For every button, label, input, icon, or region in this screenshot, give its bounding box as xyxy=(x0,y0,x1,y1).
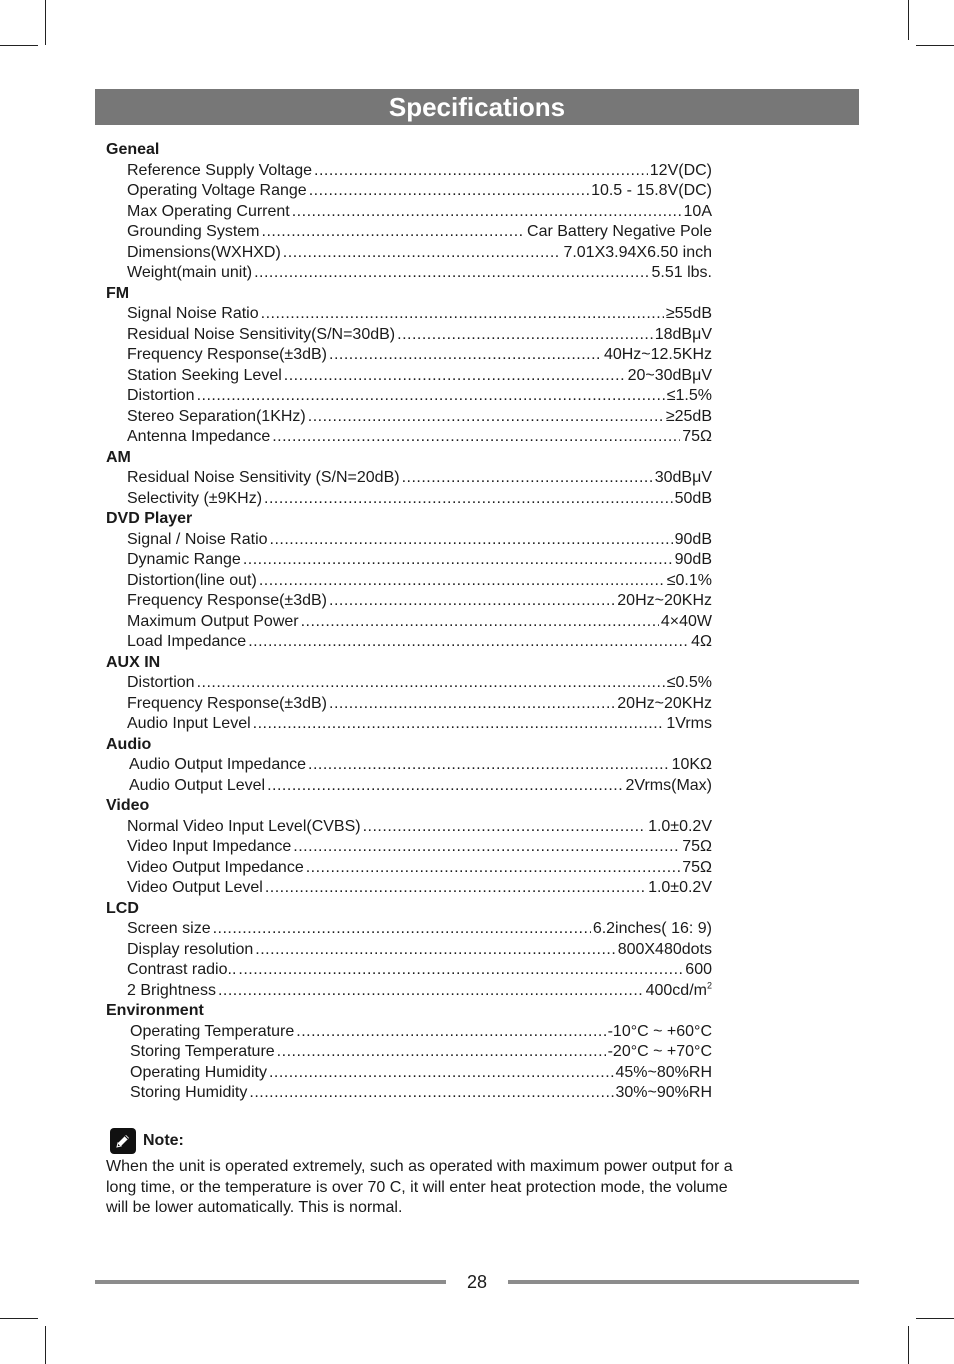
spec-row xyxy=(127,345,712,366)
spec-value-text: 30%~90%RH xyxy=(615,1084,712,1101)
dot-leader xyxy=(272,427,680,448)
spec-value xyxy=(616,1063,713,1084)
spec-value xyxy=(593,919,712,940)
dot-leader xyxy=(301,612,659,633)
dot-leader xyxy=(262,222,526,243)
spec-value-text: 10KΩ xyxy=(671,756,712,773)
dot-leader xyxy=(309,181,589,202)
spec-value xyxy=(655,468,712,489)
dot-leader xyxy=(402,468,653,489)
crop-mark-top-right-h xyxy=(916,45,954,46)
spec-value xyxy=(682,427,712,448)
spec-value-text: 10A xyxy=(683,202,712,220)
dot-leader xyxy=(269,1063,614,1084)
section-title: DVD Player xyxy=(106,510,193,527)
spec-row xyxy=(127,222,712,243)
note-header xyxy=(110,1128,184,1154)
dot-leader xyxy=(261,304,664,325)
spec-label: Storing Temperature xyxy=(130,1043,275,1060)
footer-rule-right xyxy=(508,1280,859,1284)
spec-label: Frequency Response(±3dB) xyxy=(127,592,327,609)
spec-value xyxy=(563,243,712,264)
dot-leader xyxy=(243,550,673,571)
footer-rule-left xyxy=(95,1280,446,1284)
spec-value xyxy=(684,202,712,223)
spec-row xyxy=(127,181,712,202)
spec-value xyxy=(682,858,712,879)
spec-row xyxy=(127,919,712,940)
dot-leader xyxy=(397,325,653,346)
spec-row xyxy=(130,1022,712,1043)
spec-row xyxy=(127,366,712,387)
spec-row xyxy=(127,468,712,489)
spec-label: Operating Humidity xyxy=(130,1063,267,1081)
spec-label: Audio Output Impedance xyxy=(129,756,307,773)
spec-label: Video Output Impedance xyxy=(127,858,304,876)
dot-leader xyxy=(277,1042,606,1063)
page-title: Specifications xyxy=(95,89,859,125)
spec-row xyxy=(127,530,712,551)
dot-leader xyxy=(213,919,591,940)
section-title: AM xyxy=(106,448,131,466)
spec-label: Residual Noise Sensitivity(S/N=30dB) xyxy=(127,325,396,343)
spec-row xyxy=(127,817,712,838)
spec-label: Storing Humidity xyxy=(130,1084,248,1101)
spec-row xyxy=(127,632,712,653)
crop-mark-bottom-left-h xyxy=(0,1318,38,1319)
spec-row xyxy=(127,550,712,571)
spec-value xyxy=(646,981,712,1002)
dot-leader xyxy=(265,878,646,899)
spec-row xyxy=(127,714,712,735)
spec-value xyxy=(672,755,712,776)
specifications-list xyxy=(106,140,712,1104)
spec-row xyxy=(127,243,712,264)
spec-label: Signal Noise Ratio xyxy=(127,305,259,322)
dot-leader xyxy=(329,591,615,612)
spec-value-text: 12V(DC) xyxy=(649,161,712,179)
spec-value xyxy=(655,325,712,346)
crop-mark-bottom-right-h xyxy=(916,1318,954,1319)
spec-value-text: -20°C ~ +70°C xyxy=(607,1043,712,1060)
spec-label: Load Impedance xyxy=(127,633,247,650)
crop-mark-top-left-h xyxy=(0,45,38,46)
spec-value-text: 90dB xyxy=(674,530,712,548)
spec-value xyxy=(667,386,712,407)
spec-row xyxy=(127,386,712,407)
spec-row xyxy=(127,981,712,1002)
spec-value xyxy=(666,304,712,325)
section-title: AUX IN xyxy=(106,653,161,671)
spec-row xyxy=(127,878,712,899)
spec-label: Audio Input Level xyxy=(127,715,251,732)
spec-value xyxy=(666,407,712,428)
section-title: LCD xyxy=(106,899,139,917)
spec-row xyxy=(127,161,712,182)
spec-value xyxy=(625,776,712,797)
spec-value-text: 400cd/m xyxy=(645,981,707,999)
spec-value xyxy=(648,878,712,899)
dot-leader xyxy=(255,940,615,961)
crop-mark-bottom-right-v xyxy=(908,1326,909,1364)
spec-value-text: ≤0.1% xyxy=(666,571,712,589)
spec-label: Dynamic Range xyxy=(127,551,241,568)
note-line: will be lower automatically. This is normal. xyxy=(106,1199,403,1216)
spec-value xyxy=(618,940,712,961)
section-title: Audio xyxy=(106,735,152,753)
spec-value-text: 75Ω xyxy=(682,428,712,445)
dot-leader xyxy=(308,407,664,428)
spec-value-text: 600 xyxy=(685,961,712,978)
dot-leader xyxy=(197,386,665,407)
spec-value xyxy=(675,489,712,510)
spec-row xyxy=(127,263,712,284)
spec-value xyxy=(667,571,712,592)
spec-value xyxy=(527,222,712,243)
dot-leader xyxy=(267,776,623,797)
spec-value xyxy=(675,530,712,551)
spec-row xyxy=(127,960,712,981)
spec-label: 2 Brightness xyxy=(127,981,216,999)
spec-label: Dimensions(WXHXD) xyxy=(127,243,281,261)
spec-value-text: ≥25dB xyxy=(665,407,712,425)
spec-value-text: 75Ω xyxy=(682,858,712,876)
spec-value-text: 30dBμV xyxy=(654,469,712,486)
spec-label: Grounding System xyxy=(127,223,260,240)
dot-leader xyxy=(283,243,562,264)
spec-value-text: 1.0±0.2V xyxy=(648,817,712,835)
spec-row xyxy=(127,489,712,510)
spec-value-text: 18dBμV xyxy=(654,325,712,343)
spec-value xyxy=(691,632,712,653)
section-title: Video xyxy=(106,797,150,814)
spec-label: Video Output Level xyxy=(127,879,263,896)
spec-value-text: ≤0.5% xyxy=(666,674,712,691)
spec-label: Selectivity (±9KHz) xyxy=(127,489,263,507)
spec-label: Operating Voltage Range xyxy=(127,182,307,199)
spec-value-text: 75Ω xyxy=(682,838,712,855)
spec-value-text: ≥55dB xyxy=(665,305,712,322)
note-line: long time, or the temperature is over 70 C, it will enter heat protection mode, the volume xyxy=(106,1178,728,1196)
spec-label: Display resolution xyxy=(127,940,254,958)
spec-value xyxy=(604,345,712,366)
spec-label: Antenna Impedance xyxy=(127,428,271,445)
spec-value xyxy=(652,263,712,284)
spec-value-text: 10.5 - 15.8V(DC) xyxy=(591,182,712,199)
note-label: Note: xyxy=(143,1132,184,1149)
spec-value xyxy=(608,1022,712,1043)
spec-value-text: 4×40W xyxy=(660,612,712,630)
spec-value-text: 5.51 lbs. xyxy=(651,264,712,281)
spec-row xyxy=(127,940,712,961)
spec-value xyxy=(591,181,712,202)
spec-label: Distortion xyxy=(127,674,195,691)
dot-leader xyxy=(363,817,646,838)
spec-row xyxy=(127,694,712,715)
spec-value xyxy=(648,817,712,838)
dot-leader xyxy=(197,673,665,694)
spec-label: Video Input Impedance xyxy=(127,838,292,855)
crop-mark-bottom-left-v xyxy=(45,1326,46,1364)
dot-leader xyxy=(254,263,649,284)
spec-row xyxy=(127,202,712,223)
spec-label: Audio Output Level xyxy=(129,776,266,794)
spec-label: Weight(main unit) xyxy=(127,264,253,281)
dot-leader xyxy=(329,694,615,715)
spec-value xyxy=(675,550,712,571)
dot-leader xyxy=(296,1022,605,1043)
spec-row xyxy=(130,1083,712,1104)
spec-label: Distortion xyxy=(127,387,195,404)
spec-value xyxy=(682,837,712,858)
dot-leader xyxy=(306,858,681,879)
spec-row xyxy=(127,304,712,325)
spec-label: Maximum Output Power xyxy=(127,612,299,630)
note-text xyxy=(106,1157,796,1219)
section-title: Environment xyxy=(106,1002,204,1019)
spec-row xyxy=(127,858,712,879)
page-number: 28 xyxy=(466,1272,488,1292)
dot-leader xyxy=(253,714,665,735)
spec-label: Frequency Response(±3dB) xyxy=(127,346,327,363)
spec-value xyxy=(608,1042,712,1063)
spec-label: Reference Supply Voltage xyxy=(127,161,313,179)
spec-value xyxy=(617,591,712,612)
dot-leader xyxy=(249,1083,613,1104)
spec-value-text: 40Hz~12.5KHz xyxy=(603,346,712,363)
spec-value-text: Car Battery Negative Pole xyxy=(527,223,712,240)
section-title: Geneal xyxy=(106,141,160,158)
spec-label: Normal Video Input Level(CVBS) xyxy=(127,817,361,835)
spec-value-text: 20~30dBμV xyxy=(627,366,712,384)
spec-value-text: 6.2inches( 16: 9) xyxy=(592,920,712,937)
spec-label: Screen size xyxy=(127,920,211,937)
crop-mark-top-right-v xyxy=(908,0,909,40)
spec-row xyxy=(127,837,712,858)
spec-label: Max Operating Current xyxy=(127,202,290,220)
spec-value-text: 90dB xyxy=(674,551,712,568)
spec-label: Distortion(line out) xyxy=(127,571,257,589)
spec-row xyxy=(127,612,712,633)
spec-row xyxy=(127,325,712,346)
dot-leader xyxy=(293,837,680,858)
dot-leader xyxy=(259,571,665,592)
spec-label: Stereo Separation(1KHz) xyxy=(127,407,306,425)
spec-value xyxy=(661,612,712,633)
spec-value-text: 50dB xyxy=(674,489,712,507)
spec-value-text: 20Hz~20KHz xyxy=(617,694,712,712)
spec-label: Frequency Response(±3dB) xyxy=(127,694,327,712)
dot-leader xyxy=(238,960,683,981)
spec-row xyxy=(130,1063,712,1084)
spec-value xyxy=(617,694,712,715)
spec-value-text: 800X480dots xyxy=(617,940,712,958)
spec-value-text: 1Vrms xyxy=(666,715,712,732)
spec-label: Contrast radio.. xyxy=(127,961,237,978)
spec-value-text: 20Hz~20KHz xyxy=(617,592,712,609)
spec-value xyxy=(616,1083,713,1104)
spec-label: Operating Temperature xyxy=(130,1022,295,1040)
spec-row xyxy=(129,755,712,776)
dot-leader xyxy=(270,530,673,551)
dot-leader xyxy=(308,755,670,776)
spec-value xyxy=(666,714,712,735)
spec-row xyxy=(127,673,712,694)
note-line: When the unit is operated extremely, such as operated with maximum power output for a xyxy=(106,1158,733,1175)
spec-value-text: 45%~80%RH xyxy=(615,1063,712,1081)
spec-row xyxy=(130,1042,712,1063)
dot-leader xyxy=(248,632,689,653)
spec-value-text: -10°C ~ +60°C xyxy=(607,1022,712,1040)
dot-leader xyxy=(292,202,682,223)
section-title: FM xyxy=(106,284,130,302)
spec-value xyxy=(628,366,712,387)
dot-leader xyxy=(264,489,673,510)
spec-value xyxy=(650,161,712,182)
spec-value xyxy=(667,673,712,694)
spec-label: Signal / Noise Ratio xyxy=(127,530,268,548)
spec-row xyxy=(127,407,712,428)
dot-leader xyxy=(314,161,648,182)
spec-value-superscript: 2 xyxy=(706,980,712,991)
spec-label: Station Seeking Level xyxy=(127,366,282,384)
spec-value-text: ≤1.5% xyxy=(666,387,712,404)
spec-row xyxy=(127,571,712,592)
spec-label: Residual Noise Sensitivity (S/N=20dB) xyxy=(127,469,400,486)
spec-value-text: 4Ω xyxy=(691,633,712,650)
spec-row xyxy=(127,591,712,612)
dot-leader xyxy=(329,345,602,366)
dot-leader xyxy=(218,981,644,1002)
spec-row xyxy=(127,427,712,448)
spec-value-text: 7.01X3.94X6.50 inch xyxy=(563,243,712,261)
spec-value xyxy=(685,960,712,981)
spec-value-text: 2Vrms(Max) xyxy=(625,776,712,794)
spec-row xyxy=(129,776,712,797)
crop-mark-top-left-v xyxy=(45,0,46,45)
spec-value-text: 1.0±0.2V xyxy=(648,879,712,896)
pencil-icon xyxy=(110,1128,136,1154)
dot-leader xyxy=(284,366,626,387)
